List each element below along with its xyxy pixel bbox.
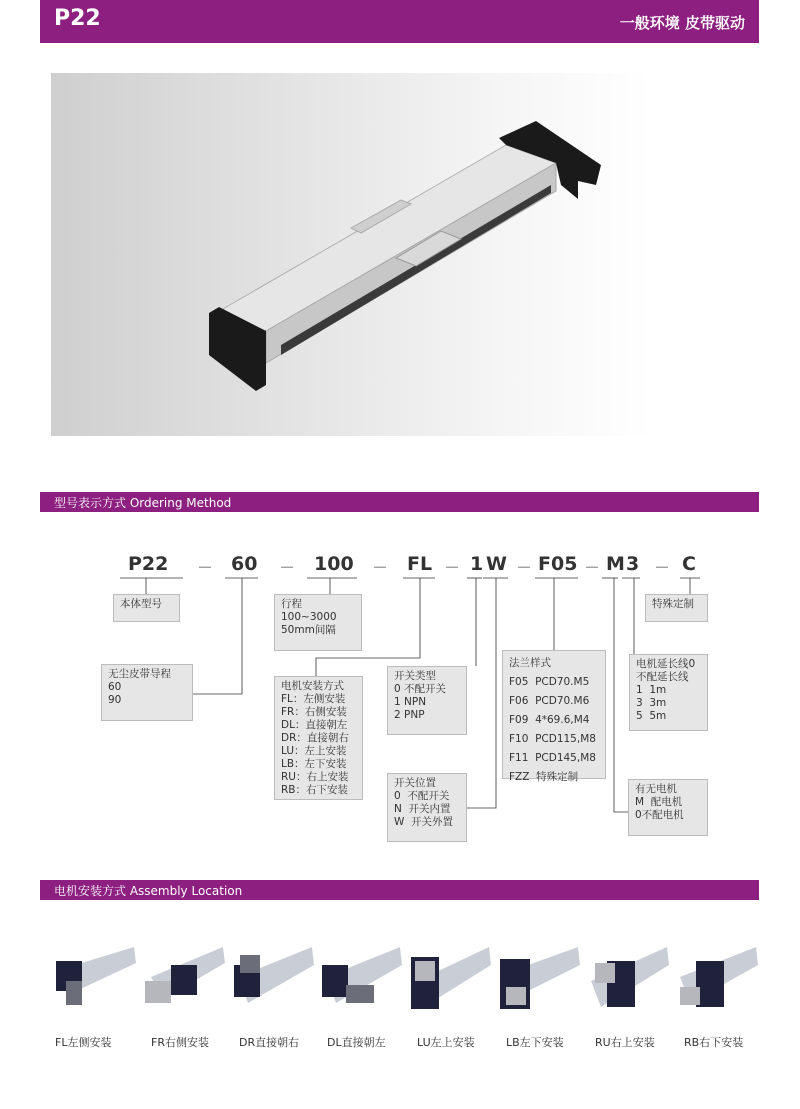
assembly-thumbnail [52, 947, 136, 1021]
code-special: C [682, 553, 696, 575]
assembly-caption: DR直接朝右 [239, 1036, 300, 1049]
assembly-caption: LB左下安装 [506, 1036, 564, 1049]
code-dash: － [197, 558, 214, 577]
motor-mount-box: 电机安装方式 FL：左侧安装 FR：右侧安装 DL：直接朝左 DR：直接朝右 LU：左上安装 LB：左下安装 RU：右上安装 RB：右下安装 [274, 676, 363, 800]
assembly-thumbnail [318, 947, 402, 1021]
code-dash: － [584, 558, 601, 577]
switch-position-box: 开关位置 0 不配开关 N 开关内置 W 开关外置 [387, 773, 467, 842]
assembly-section-title: 电机安装方式 Assembly Location [54, 884, 243, 898]
assembly-thumbnail [585, 947, 669, 1021]
stroke-box: 行程 100~3000 50mm间隔 [274, 594, 362, 651]
code-dash: － [654, 558, 671, 577]
model-box: 本体型号 [113, 594, 180, 622]
code-cable: 3 [626, 553, 640, 575]
assembly-section-bar [40, 880, 759, 900]
code-flange: F05 [538, 553, 578, 575]
code-stroke: 100 [314, 553, 354, 575]
assembly-thumbnail [407, 947, 491, 1021]
assembly-thumbnail [496, 947, 580, 1021]
assembly-thumbnail [674, 947, 758, 1021]
flange-box: 法兰样式 F05 PCD70.M5 F06 PCD70.M6 F09 4*69.6,M4 F10 PCD115,M8 F11 PCD145,M8 FZZ 特殊定制 [502, 650, 606, 779]
header-subtitle: 一般环境 皮带驱动 [619, 14, 745, 32]
code-switch-pos: W [486, 553, 507, 575]
assembly-caption: FR右侧安装 [151, 1036, 209, 1049]
switch-type-box: 开关类型 0 不配开关 1 NPN 2 PNP [387, 666, 467, 735]
assembly-caption: RB右下安装 [684, 1036, 744, 1049]
motor-box: 有无电机 M 配电机 0不配电机 [628, 779, 708, 836]
assembly-thumbnail [230, 947, 314, 1021]
assembly-caption: DL直接朝左 [327, 1036, 386, 1049]
code-switch-type: 1 [470, 553, 484, 575]
code-motor: M [606, 553, 625, 575]
model-title: P22 [54, 6, 101, 31]
code-motor-mount: FL [407, 553, 433, 575]
code-dash: － [444, 558, 461, 577]
code-model: P22 [128, 553, 169, 575]
cable-box: 电机延长线0 不配延长线 1 1m 3 3m 5 5m [629, 654, 708, 731]
assembly-caption: RU右上安装 [595, 1036, 655, 1049]
assembly-thumbnail [141, 947, 225, 1021]
ordering-section-title: 型号表示方式 Ordering Method [54, 496, 232, 510]
special-box: 特殊定制 [645, 594, 708, 622]
code-dash: － [372, 558, 389, 577]
assembly-caption: LU左上安装 [417, 1036, 475, 1049]
code-dash: － [279, 558, 296, 577]
assembly-caption: FL左侧安装 [55, 1036, 112, 1049]
lead-box: 无尘皮带导程 60 90 [101, 664, 193, 721]
code-dash: － [516, 558, 533, 577]
code-lead: 60 [231, 553, 258, 575]
